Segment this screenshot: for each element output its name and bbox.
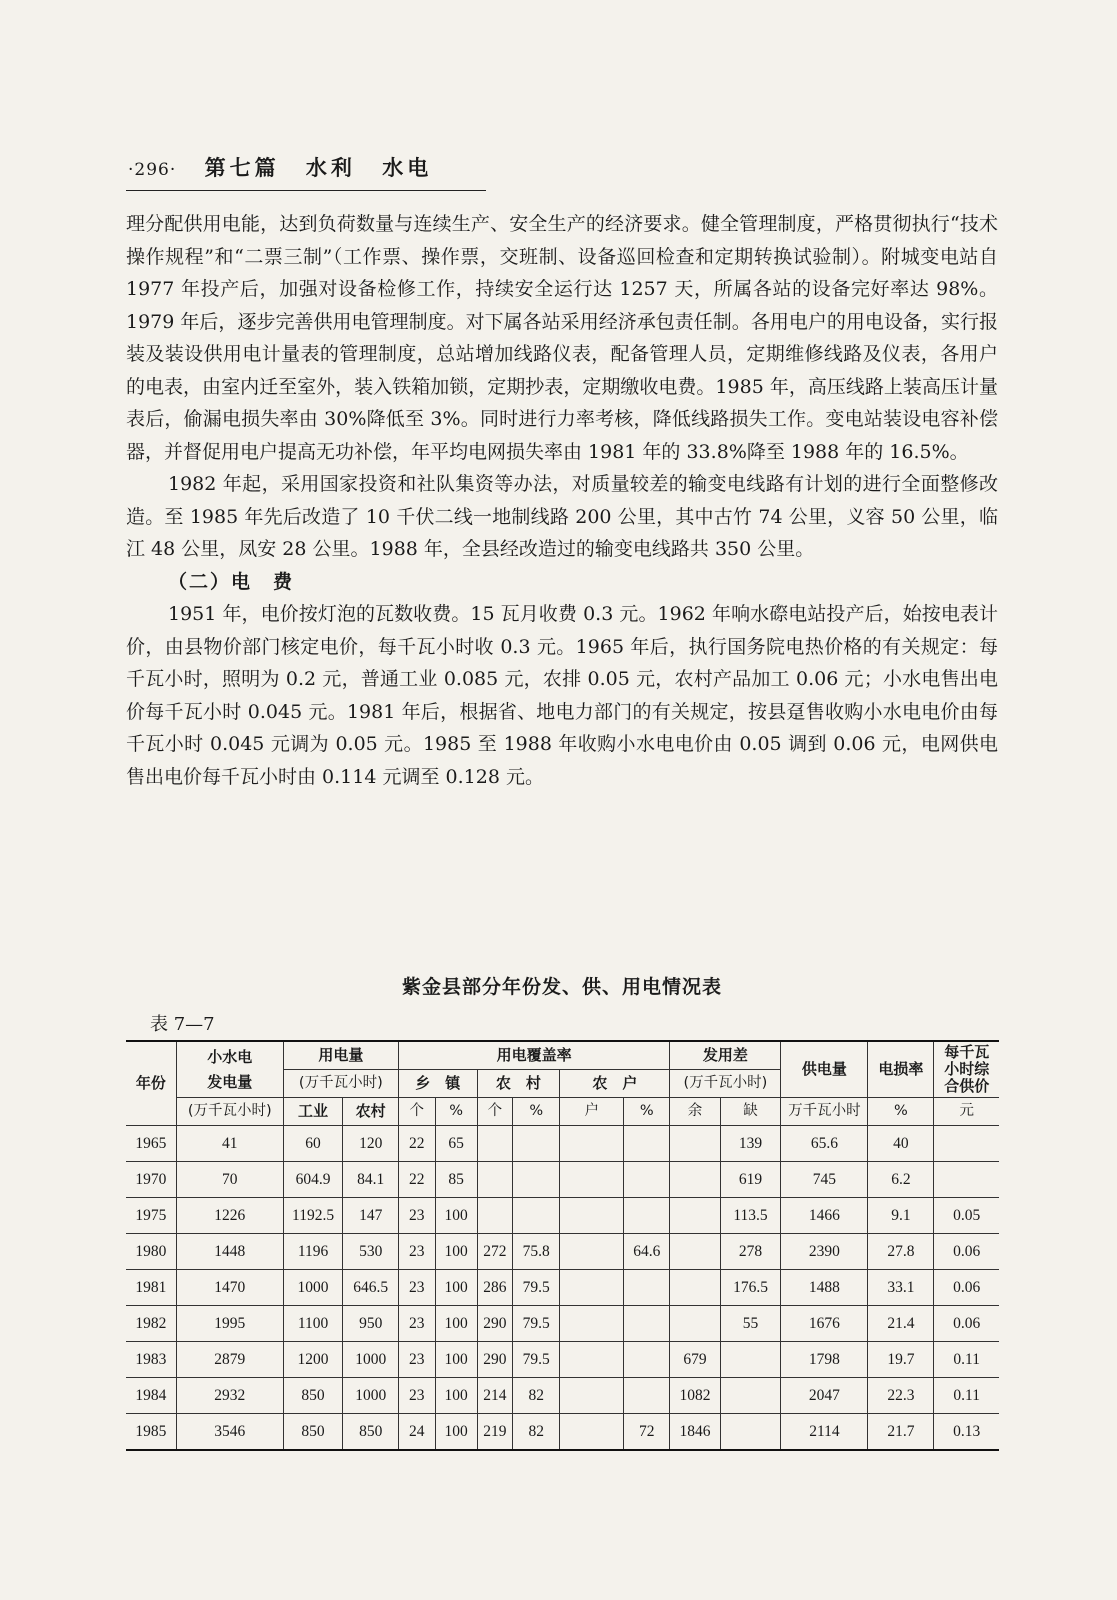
table-cell: 100 [435, 1342, 477, 1378]
table-cell [670, 1234, 720, 1270]
table-cell: 139 [720, 1126, 781, 1162]
header-price-line3: 合供价 [944, 1077, 990, 1095]
page-number: ·296· [128, 160, 177, 180]
section-label: 第七篇 [204, 155, 280, 180]
table-cell: 65 [435, 1126, 477, 1162]
table-cell: 2879 [176, 1342, 283, 1378]
table-cell: 0.06 [934, 1270, 999, 1306]
table-body [126, 1126, 999, 1451]
table-cell: 0.05 [934, 1198, 999, 1234]
table-row [126, 1234, 999, 1270]
table-cell: 1196 [283, 1234, 343, 1270]
header-township-pct: % [435, 1098, 477, 1126]
paragraph-1: 理分配供用电能，达到负荷数量与连续生产、安全生产的经济要求。健全管理制度，严格贯彻执行“技术操作规程”和“二票三制”（工作票、操作票，交班制、设备巡回检查和定期转换试验制）。附城变电站自 1977 年投产后，加强对设备检修工作，持续安全运行达 1257 天，所属各站的设备完好率达 98%。1979 年后，逐步完善供用电管理制度。对下属各站采用经济承包责任制。各用电户的用电设备，实行报装及装设供用电计量表的管理制度，总站增加线路仪表，配备管理人员，定期维修线路及仪表，各用户的电表，由室内迁至室外，装入铁箱加锁，定期抄表，定期缴收电费。1985 年，高压线路上装高压计量表后，偷漏电损失率由 30%降低至 3%。同时进行力率考核，降低线路损失工作。变电站装设电容补偿器，并督促用电户提高无功补偿，年平均电网损失率由 1981 年的 33.8%降至 1988 年的 16.5%。 [126, 213, 998, 463]
table-cell: 850 [283, 1378, 343, 1414]
table-cell: 1226 [176, 1198, 283, 1234]
table-row [126, 1414, 999, 1451]
section-title-b: 水电 [382, 155, 433, 180]
table-cell: 745 [781, 1162, 868, 1198]
table-cell: 290 [477, 1306, 513, 1342]
table-header [126, 1041, 999, 1126]
table-cell: 1970 [126, 1162, 176, 1198]
table-cell [624, 1162, 670, 1198]
table-cell: 21.4 [868, 1306, 934, 1342]
table-cell: 1798 [781, 1342, 868, 1378]
table-cell: 22.3 [868, 1378, 934, 1414]
header-village-count: 个 [477, 1098, 513, 1126]
table-cell [934, 1126, 999, 1162]
table-title: 紫金县部分年份发、供、用电情况表 [401, 976, 722, 998]
table-cell: 1982 [126, 1306, 176, 1342]
table-cell: 23 [398, 1234, 435, 1270]
header-usage-unit: (万千瓦小时) [283, 1070, 398, 1098]
table-cell: 1448 [176, 1234, 283, 1270]
table-cell: 21.7 [868, 1414, 934, 1451]
header-supply-unit: 万千瓦小时 [781, 1098, 868, 1126]
table-cell: 1981 [126, 1270, 176, 1306]
table-cell [670, 1306, 720, 1342]
table-row [126, 1270, 999, 1306]
table-cell: 1466 [781, 1198, 868, 1234]
table-cell [560, 1126, 624, 1162]
table-cell: 0.06 [934, 1234, 999, 1270]
table-cell [624, 1126, 670, 1162]
table-cell: 604.9 [283, 1162, 343, 1198]
paragraph-2: 1982 年起，采用国家投资和社队集资等办法，对质量较差的输变电线路有计划的进行全面整修改造。至 1985 年先后改造了 10 千伏二线一地制线路 200 公里，其中古竹 74 公里，义容 50 公里，临江 48 公里，凤安 28 公里。1988 年，全县经改造过的输变电线路共 350 公里。 [126, 473, 998, 560]
table-cell [720, 1342, 781, 1378]
table-cell [477, 1162, 513, 1198]
table-cell: 23 [398, 1198, 435, 1234]
table-cell: 1846 [670, 1414, 720, 1451]
table-cell: 619 [720, 1162, 781, 1198]
table-cell: 1995 [176, 1306, 283, 1342]
table-cell [560, 1378, 624, 1414]
table-cell: 1975 [126, 1198, 176, 1234]
table-cell [560, 1414, 624, 1451]
table-cell: 1676 [781, 1306, 868, 1342]
header-usage: 用电量 [283, 1041, 398, 1070]
table-cell: 100 [435, 1198, 477, 1234]
table-cell: 23 [398, 1270, 435, 1306]
table-cell: 286 [477, 1270, 513, 1306]
table-cell [720, 1378, 781, 1414]
table-cell: 850 [283, 1414, 343, 1451]
table-cell [560, 1270, 624, 1306]
table-cell [934, 1162, 999, 1198]
table-cell [624, 1342, 670, 1378]
table-cell: 33.1 [868, 1270, 934, 1306]
header-diff-unit: (万千瓦小时) [670, 1070, 781, 1098]
table-cell [624, 1270, 670, 1306]
table-cell [670, 1198, 720, 1234]
table-row [126, 1342, 999, 1378]
table-cell: 23 [398, 1342, 435, 1378]
table-cell: 272 [477, 1234, 513, 1270]
table-cell: 19.7 [868, 1342, 934, 1378]
table-cell: 219 [477, 1414, 513, 1451]
header-price-line1: 每千瓦 [944, 1043, 990, 1061]
header-coverage: 用电覆盖率 [398, 1041, 669, 1070]
table-cell: 23 [398, 1378, 435, 1414]
table-cell [560, 1234, 624, 1270]
table-cell: 2390 [781, 1234, 868, 1270]
header-rule [126, 190, 486, 191]
table-cell: 22 [398, 1126, 435, 1162]
table-cell: 1470 [176, 1270, 283, 1306]
table-cell: 1985 [126, 1414, 176, 1451]
table-cell: 1100 [283, 1306, 343, 1342]
table-cell: 79.5 [513, 1342, 560, 1378]
table-cell [513, 1162, 560, 1198]
header-hydro-unit: (万千瓦小时) [176, 1098, 283, 1126]
table-cell [670, 1270, 720, 1306]
table-cell: 27.8 [868, 1234, 934, 1270]
table-cell: 100 [435, 1270, 477, 1306]
header-price-unit: 元 [934, 1098, 999, 1126]
table-cell: 1980 [126, 1234, 176, 1270]
table-cell: 9.1 [868, 1198, 934, 1234]
header-household-count: 户 [560, 1098, 624, 1126]
table-cell: 1082 [670, 1378, 720, 1414]
table-cell: 2047 [781, 1378, 868, 1414]
table-cell [477, 1126, 513, 1162]
table-row [126, 1198, 999, 1234]
table-cell: 70 [176, 1162, 283, 1198]
table-cell: 3546 [176, 1414, 283, 1451]
table-cell: 79.5 [513, 1270, 560, 1306]
table-cell [670, 1126, 720, 1162]
header-household: 农 户 [560, 1070, 670, 1098]
table-cell: 1200 [283, 1342, 343, 1378]
table-cell: 85 [435, 1162, 477, 1198]
table-cell: 55 [720, 1306, 781, 1342]
table-cell: 530 [343, 1234, 399, 1270]
table-cell: 22 [398, 1162, 435, 1198]
table-cell: 1000 [343, 1342, 399, 1378]
section-title-a: 水利 [305, 155, 356, 180]
table-cell: 84.1 [343, 1162, 399, 1198]
header-township: 乡 镇 [398, 1070, 477, 1098]
table-cell: 950 [343, 1306, 399, 1342]
table-cell: 278 [720, 1234, 781, 1270]
table-cell: 113.5 [720, 1198, 781, 1234]
table-cell [624, 1198, 670, 1234]
table-cell: 79.5 [513, 1306, 560, 1342]
table-cell [720, 1414, 781, 1451]
header-loss-unit: % [868, 1098, 934, 1126]
table-cell: 64.6 [624, 1234, 670, 1270]
table-cell: 0.06 [934, 1306, 999, 1342]
table-cell [477, 1198, 513, 1234]
table-cell: 6.2 [868, 1162, 934, 1198]
table-cell: 1488 [781, 1270, 868, 1306]
table-cell: 0.13 [934, 1414, 999, 1451]
table-cell: 1000 [283, 1270, 343, 1306]
table-cell: 646.5 [343, 1270, 399, 1306]
header-household-pct: % [624, 1098, 670, 1126]
table-cell: 82 [513, 1414, 560, 1451]
header-village: 农 村 [477, 1070, 560, 1098]
body-text [126, 208, 998, 793]
header-diff: 发用差 [670, 1041, 781, 1070]
table-cell: 82 [513, 1378, 560, 1414]
table-cell: 1000 [343, 1378, 399, 1414]
table-cell [560, 1198, 624, 1234]
table-row [126, 1162, 999, 1198]
table-cell [560, 1162, 624, 1198]
paragraph-3: 1951 年，电价按灯泡的瓦数收费。15 瓦月收费 0.3 元。1962 年响水磜电站投产后，始按电表计价，由县物价部门核定电价，每千瓦小时收 0.3 元。1965 年后，执行国务院电热价格的有关规定：每千瓦小时，照明为 0.2 元，普通工业 0.085 元，农排 0.05 元，农村产品加工 0.06 元；小水电售出电价每千瓦小时 0.045 元。1981 年后，根据省、地电力部门的有关规定，按县趸售收购小水电电价由每千瓦小时 0.045 元调为 0.05 元。1985 至 1988 年收购小水电电价由 0.05 调到 0.06 元，电网供电售出电价每千瓦小时由 0.114 元调至 0.128 元。 [126, 603, 998, 788]
subheading-electricity-fee: （二）电 费 [168, 570, 295, 593]
table-cell: 60 [283, 1126, 343, 1162]
table-cell: 214 [477, 1378, 513, 1414]
table-row [126, 1306, 999, 1342]
table-cell: 65.6 [781, 1126, 868, 1162]
table-cell: 23 [398, 1306, 435, 1342]
power-statistics-table [126, 1040, 999, 1451]
table-cell [624, 1306, 670, 1342]
header-township-count: 个 [398, 1098, 435, 1126]
header-shortage: 缺 [720, 1098, 781, 1126]
table-cell: 1965 [126, 1126, 176, 1162]
table-cell: 2114 [781, 1414, 868, 1451]
page-header [128, 152, 486, 182]
table-cell [513, 1126, 560, 1162]
table-cell: 100 [435, 1378, 477, 1414]
header-year: 年份 [126, 1041, 176, 1126]
table-cell: 1984 [126, 1378, 176, 1414]
table-cell: 72 [624, 1414, 670, 1451]
header-supply: 供电量 [781, 1041, 868, 1098]
header-price [934, 1041, 999, 1098]
table-cell [513, 1198, 560, 1234]
table-row [126, 1126, 999, 1162]
header-price-line2: 小时综 [944, 1060, 990, 1078]
header-rural: 农村 [343, 1098, 399, 1126]
header-village-pct: % [513, 1098, 560, 1126]
table-cell: 100 [435, 1414, 477, 1451]
header-surplus: 余 [670, 1098, 720, 1126]
table-cell: 147 [343, 1198, 399, 1234]
header-hydro-line1: 小水电 [207, 1047, 253, 1066]
table-label: 表 7—7 [150, 1014, 215, 1035]
table-cell: 120 [343, 1126, 399, 1162]
table-row [126, 1378, 999, 1414]
table-cell: 100 [435, 1234, 477, 1270]
table-cell: 850 [343, 1414, 399, 1451]
table-cell: 41 [176, 1126, 283, 1162]
table-cell: 75.8 [513, 1234, 560, 1270]
table-cell [624, 1378, 670, 1414]
table-cell: 0.11 [934, 1378, 999, 1414]
header-loss: 电损率 [868, 1041, 934, 1098]
table-cell: 290 [477, 1342, 513, 1378]
table-cell: 100 [435, 1306, 477, 1342]
table-cell [560, 1306, 624, 1342]
table-cell [560, 1342, 624, 1378]
table-cell: 176.5 [720, 1270, 781, 1306]
header-industry: 工业 [283, 1098, 343, 1126]
table-cell: 2932 [176, 1378, 283, 1414]
table-cell: 40 [868, 1126, 934, 1162]
header-hydro-line2: 发电量 [207, 1072, 253, 1091]
table-cell: 1983 [126, 1342, 176, 1378]
table-cell: 679 [670, 1342, 720, 1378]
table-cell [670, 1162, 720, 1198]
header-hydro [176, 1041, 283, 1098]
table-cell: 1192.5 [283, 1198, 343, 1234]
table-cell: 0.11 [934, 1342, 999, 1378]
table-cell: 24 [398, 1414, 435, 1451]
